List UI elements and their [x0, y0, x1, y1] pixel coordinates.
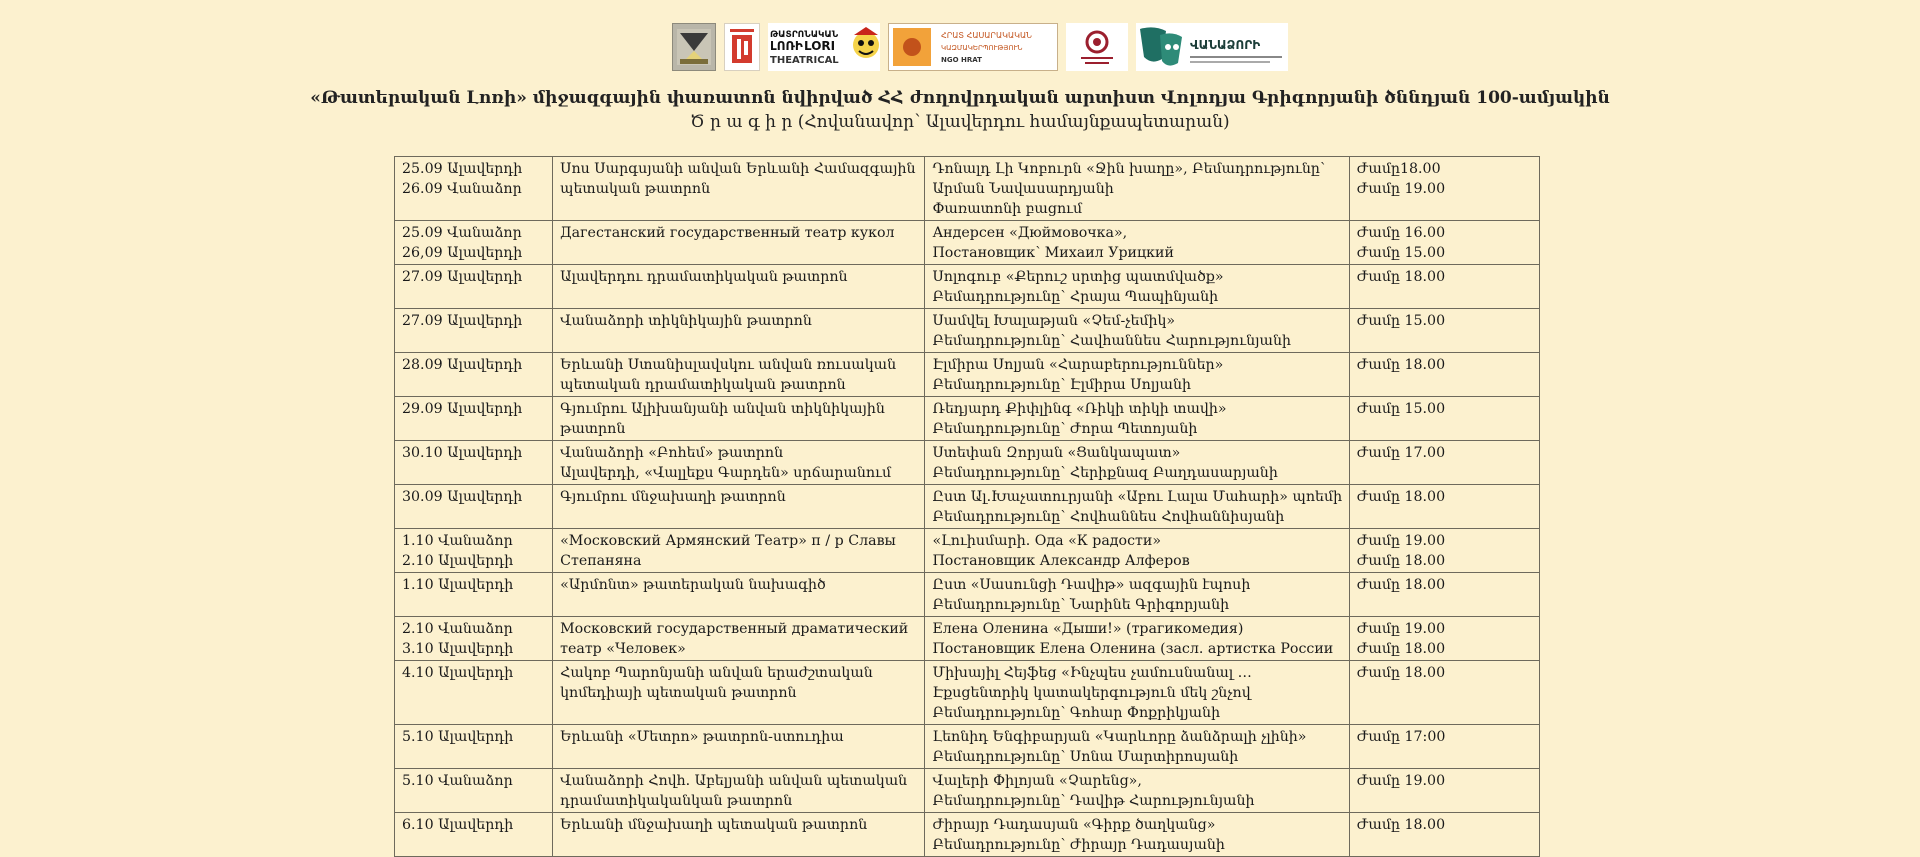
time-line: Ժամը 18.00: [1356, 665, 1446, 681]
play-cell: [925, 725, 1349, 769]
theatre-line: Գյումրու Ալիխանյանի անվան տիկնիկային: [560, 401, 885, 417]
time-cell: [1349, 661, 1539, 725]
date-cell: [395, 397, 553, 441]
play-line: Լեոնիդ Ենգիբարյան «Կարևորը ձանձրալի չլինի»: [932, 729, 1307, 745]
time-cell: [1349, 769, 1539, 813]
time-cell: [1349, 441, 1539, 485]
time-line: Ժամը 15.00: [1356, 313, 1446, 329]
date-cell: [395, 309, 553, 353]
date-cell: [395, 725, 553, 769]
theatre-cell: [553, 309, 925, 353]
hrat-logo-text-2: ԿԱԶՄԱԿԵՐՊՈՒԹՅՈՒՆ: [941, 44, 1023, 52]
vanadzori-logo-text: ՎԱՆԱՁՈՐԻ: [1190, 38, 1261, 52]
theatre-line: Վանաձորի տիկնիկային թատրոն: [560, 313, 812, 329]
university-logo: [672, 23, 716, 71]
play-line: Постановщик Александр Алферов: [932, 553, 1190, 569]
hrat-logo-text-3: NGO HRAT: [941, 56, 982, 64]
lori-logo-text-3: LORI: [804, 39, 836, 53]
theatre-cell: [553, 353, 925, 397]
theatre-line: Հակոբ Պարոնյանի անվան երաժշտական: [560, 665, 873, 681]
play-cell: [925, 309, 1349, 353]
play-line: Փառատոնի բացում: [932, 201, 1083, 217]
date-cell: [395, 617, 553, 661]
vanadzori-theatre-logo: [1136, 23, 1288, 71]
play-line: «Լուիսմարի. Ода «К радости»: [932, 533, 1162, 549]
theatre-line: Московский государственный драматический: [560, 621, 909, 637]
play-line: Վալերի Փիլոյան «Չարենց»,: [932, 773, 1142, 789]
play-line: Բեմադրությունը՝ Ժիրայր Դադասյանի: [932, 837, 1225, 853]
theatre-cell: [553, 725, 925, 769]
date-line: 5.10 Վանաձոր: [402, 773, 513, 789]
table-row: [395, 573, 1540, 617]
play-line: Ըստ «Սասունցի Դավիթ» ազգային էպոսի: [932, 577, 1251, 593]
theatre-line: թատրոն: [560, 421, 626, 437]
sponsor-logos: [672, 20, 1288, 74]
play-cell: [925, 617, 1349, 661]
play-line: Բեմադրությունը՝ Սոնա Մարտիրոսյանի: [932, 749, 1239, 765]
time-cell: [1349, 813, 1539, 857]
play-cell: [925, 221, 1349, 265]
time-cell: [1349, 353, 1539, 397]
page-title: «Թատերական Լոռի» միջազգային փառատոն նվիրված ՀՀ ժողովրդական արտիստ Վոլոդյա Գրիգորյանի ծննդյան 100-ամյակին: [310, 88, 1610, 108]
play-line: Елена Оленина «Дыши!» (трагикомедия): [932, 621, 1244, 637]
play-cell: [925, 353, 1349, 397]
time-line: Ժամը 18.00: [1356, 577, 1446, 593]
theatre-cell: [553, 529, 925, 573]
time-line: Ժամը 15.00: [1356, 245, 1446, 261]
time-cell: [1349, 529, 1539, 573]
theatre-line: կոմեդիայի պետական թատրոն: [560, 685, 797, 701]
ngo-hrat-logo: [888, 23, 1058, 71]
theatre-line: Գյումրու մնջախաղի թատրոն: [560, 489, 786, 505]
theatre-line: պետական դրամատիկական թատրոն: [560, 377, 846, 393]
lori-logo-text-4: THEATRICAL: [770, 55, 839, 66]
play-cell: [925, 441, 1349, 485]
time-line: Ժամը 17.00: [1356, 445, 1446, 461]
play-line: Բեմադրությունը՝ Ժորա Պետոյանի: [932, 421, 1198, 437]
time-line: Ժամը 18.00: [1356, 489, 1446, 505]
table-row: [395, 725, 1540, 769]
date-cell: [395, 529, 553, 573]
date-line: 1.10 Ալավերդի: [402, 577, 514, 593]
time-cell: [1349, 573, 1539, 617]
play-cell: [925, 485, 1349, 529]
theatre-cell: [553, 661, 925, 725]
program-table: [394, 156, 1540, 857]
date-line: 30.09 Ալավերդի: [402, 489, 523, 505]
time-line: Ժամը 18.00: [1356, 357, 1446, 373]
play-cell: [925, 661, 1349, 725]
table-row: [395, 353, 1540, 397]
theatre-line: «Московский Армянский Театр» п / р Славы: [560, 533, 896, 549]
rosette-icon: [1067, 25, 1127, 69]
play-cell: [925, 529, 1349, 573]
theatre-line: «Արմոնտ» թատերական նախագիծ: [560, 577, 826, 593]
theatre-cell: [553, 441, 925, 485]
date-line: 3.10 Ալավերդի: [402, 641, 514, 657]
date-line: 2.10 Վանաձոր: [402, 621, 513, 637]
theatre-cell: [553, 573, 925, 617]
lori-logo-text-2: ԼՈՌԻ: [770, 39, 803, 53]
theatre-line: Ալավերդի, «Վալլեքս Գարդեն» սրճարանում: [560, 465, 892, 481]
time-line: Ժամը 19.00: [1356, 621, 1446, 637]
theatre-masks-icon: [1136, 23, 1288, 71]
theatrical-lori-logo: [768, 23, 880, 71]
play-cell: [925, 769, 1349, 813]
date-cell: [395, 661, 553, 725]
date-line: 25.09 Ալավերդի: [402, 161, 523, 177]
play-line: Դոնալդ Լի Կոբուրն «Ջին խաղը», Բեմադրությունը՝: [932, 161, 1326, 177]
date-line: 4.10 Ալավերդի: [402, 665, 514, 681]
table-row: [395, 769, 1540, 813]
date-cell: [395, 769, 553, 813]
theatre-cell: [553, 157, 925, 221]
theatre-cell: [553, 265, 925, 309]
date-line: 26.09 Վանաձոր: [402, 181, 522, 197]
play-line: Էքսցենտրիկ կատակերգություն մեկ շնչով: [932, 685, 1251, 701]
festival-logo: [724, 23, 760, 71]
table-row: [395, 221, 1540, 265]
date-cell: [395, 353, 553, 397]
date-cell: [395, 265, 553, 309]
date-line: 1.10 Վանաձոր: [402, 533, 513, 549]
theatre-line: Երևանի «Մետրո» թատրոն-ստուդիա: [560, 729, 844, 745]
date-line: 5.10 Ալավերդի: [402, 729, 514, 745]
date-line: 25.09 Վանաձոր: [402, 225, 522, 241]
time-line: Ժամը 18.00: [1356, 817, 1446, 833]
time-cell: [1349, 309, 1539, 353]
theatre-cell: [553, 813, 925, 857]
table-row: [395, 529, 1540, 573]
theatre-cell: [553, 221, 925, 265]
theatre-cell: [553, 485, 925, 529]
time-line: Ժամը 15.00: [1356, 401, 1446, 417]
time-cell: [1349, 397, 1539, 441]
play-line: Բեմադրությունը՝ Հերիքնազ Բաղդասարյանի: [932, 465, 1278, 481]
theatre-line: Սոս Սարգսյանի անվան Երևանի Համազգային: [560, 161, 916, 177]
time-line: Ժամը 19.00: [1356, 181, 1446, 197]
time-cell: [1349, 221, 1539, 265]
play-line: Սամվել Խալաթյան «Չեմ-չեմիկ»: [932, 313, 1176, 329]
play-cell: [925, 813, 1349, 857]
date-line: 27.09 Ալավերդի: [402, 313, 523, 329]
play-line: Բեմադրությունը՝ Դավիթ Հարությունյանի: [932, 793, 1255, 809]
play-line: Բեմադրությունը՝ Հավհաննես Հարությունյանի: [932, 333, 1291, 349]
theatre-cell: [553, 397, 925, 441]
date-cell: [395, 813, 553, 857]
program-table-body: [395, 157, 1540, 857]
date-cell: [395, 573, 553, 617]
play-line: Ռեդյարդ Քիփլինգ «Ռիկի տիկի տավի»: [932, 401, 1227, 417]
time-line: Ժամը 18.00: [1356, 641, 1446, 657]
play-line: Բեմադրությունը՝ Հրայա Պապինյանի: [932, 289, 1219, 305]
play-line: Андерсен «Дюймовочка»,: [932, 225, 1128, 241]
theatre-line: պետական թատրոն: [560, 181, 711, 197]
table-row: [395, 265, 1540, 309]
play-line: Постановщик Елена Оленина (засл. артистка России: [932, 641, 1334, 657]
play-cell: [925, 265, 1349, 309]
date-cell: [395, 441, 553, 485]
date-cell: [395, 221, 553, 265]
date-line: 6.10 Ալավերդի: [402, 817, 514, 833]
theatre-line: դրամատիկականկան թատրոն: [560, 793, 793, 809]
play-line: Ըստ Ալ.Խաչատուրյանի «Աբու Լալա Մահարի» պոեմի: [932, 489, 1343, 505]
table-row: [395, 485, 1540, 529]
theatre-line: Дагестанский государственный театр кукол: [560, 225, 895, 241]
play-line: Ժիրայր Դադասյան «Գիրք ծաղկանց»: [932, 817, 1216, 833]
date-line: 26,09 Ալավերդի: [402, 245, 523, 261]
theatre-line: Երևանի Ստանիսլավսկու անվան ռուսական: [560, 357, 897, 373]
lori-logo-text-1: ԹԱՏՐՈՆԱԿԱՆ: [770, 30, 839, 40]
time-line: Ժամը 16.00: [1356, 225, 1446, 241]
table-row: [395, 617, 1540, 661]
play-line: Արման Նավասարդյանի: [932, 181, 1114, 197]
table-row: [395, 397, 1540, 441]
time-cell: [1349, 265, 1539, 309]
date-line: 2.10 Ալավերդի: [402, 553, 514, 569]
table-row: [395, 813, 1540, 857]
date-line: 30.10 Ալավերդի: [402, 445, 523, 461]
time-cell: [1349, 485, 1539, 529]
date-cell: [395, 157, 553, 221]
time-cell: [1349, 157, 1539, 221]
play-cell: [925, 397, 1349, 441]
theatre-mask-icon: [768, 23, 880, 71]
theatre-line: театр «Человек»: [560, 641, 686, 657]
theatre-line: Վանաձորի «Բոհեմ» թատրոն: [560, 445, 784, 461]
theatre-cell: [553, 769, 925, 813]
theatre-line: Ալավերդու դրամատիկական թատրոն: [560, 269, 848, 285]
date-line: 29.09 Ալավերդի: [402, 401, 523, 417]
time-line: Ժամը18.00: [1356, 161, 1441, 177]
time-line: Ժամը 18.00: [1356, 269, 1446, 285]
table-row: [395, 441, 1540, 485]
time-cell: [1349, 725, 1539, 769]
festival-emblem-icon: [726, 25, 758, 69]
date-line: 27.09 Ալավերդի: [402, 269, 523, 285]
theatre-line: Երևանի մնջախաղի պետական թատրոն: [560, 817, 868, 833]
play-line: Էլմիրա Սոլյան «Հարաբերություններ»: [932, 357, 1224, 373]
time-line: Ժամը 19.00: [1356, 773, 1446, 789]
play-line: Բեմադրությունը՝ Էլմիրա Սոլյանի: [932, 377, 1192, 393]
play-cell: [925, 157, 1349, 221]
time-line: Ժամը 19.00: [1356, 533, 1446, 549]
time-cell: [1349, 617, 1539, 661]
vanadzor-theatre-small-logo: [1066, 23, 1128, 71]
play-line: Բեմադրությունը՝ Գոհար Փոքրիկյանի: [932, 705, 1221, 721]
play-line: Սոլոգուբ «Քերուշ սրտից պատմվածք»: [932, 269, 1224, 285]
time-line: Ժամը 17:00: [1356, 729, 1446, 745]
play-line: Միխայիլ Հեյֆեց «Ինչպես չամուսնանալ …: [932, 665, 1252, 681]
play-line: Постановщик՝ Михаил Урицкий: [932, 245, 1174, 261]
play-cell: [925, 573, 1349, 617]
play-line: Բեմադրությունը՝ Նարինե Գրիգորյանի: [932, 597, 1230, 613]
hrat-sun-icon: [889, 24, 1057, 70]
table-row: [395, 661, 1540, 725]
play-line: Ստեփան Զորյան «Ցանկապատ»: [932, 445, 1181, 461]
time-line: Ժամը 18.00: [1356, 553, 1446, 569]
table-row: [395, 309, 1540, 353]
date-cell: [395, 485, 553, 529]
theatre-cell: [553, 617, 925, 661]
theatre-line: Վանաձորի Հովհ. Աբելյանի անվան պետական: [560, 773, 908, 789]
play-line: Բեմադրությունը՝ Հովհաննես Հովհաննիսյանի: [932, 509, 1285, 525]
theatre-line: Степаняна: [560, 553, 642, 569]
university-emblem-icon: [674, 25, 714, 69]
hrat-logo-text-1: ՀՐԱՏ ՀԱՍԱՐԱԿԱԿԱՆ: [941, 31, 1032, 40]
page-subtitle: Ծ ր ա գ ի ր (Հովանավոր՝ Ալավերդու համայնքապետարան): [690, 112, 1230, 132]
date-line: 28.09 Ալավերդի: [402, 357, 523, 373]
table-row: [395, 157, 1540, 221]
